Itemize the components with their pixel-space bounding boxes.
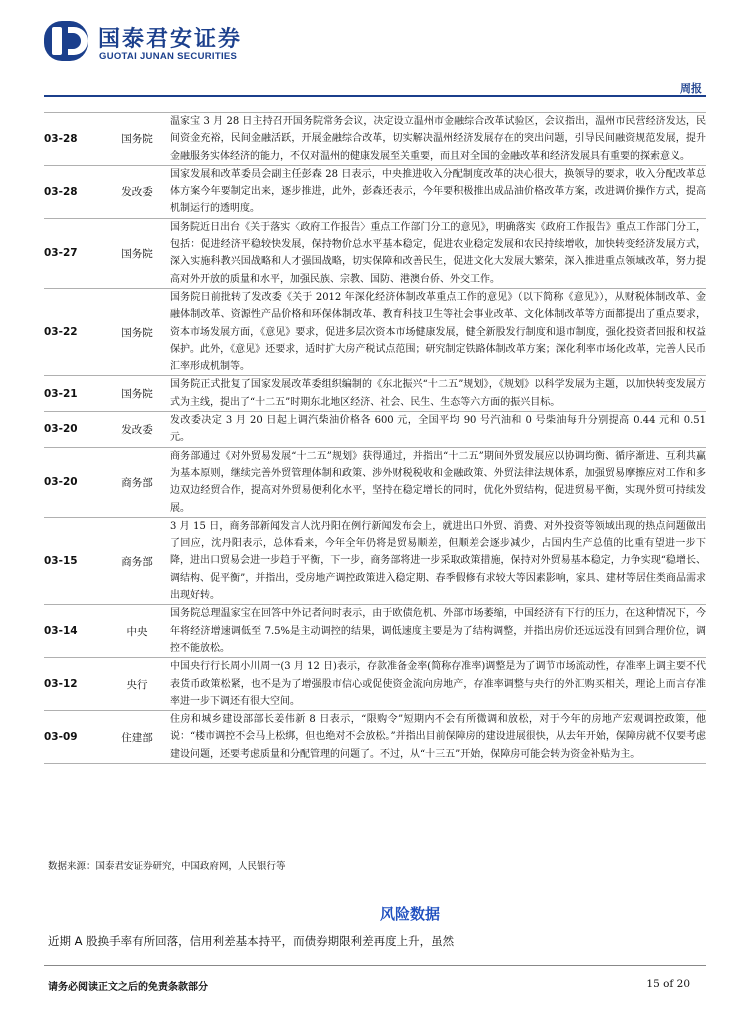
row-date: 03-28 <box>44 113 104 166</box>
row-description: 国务院近日出台《关于落实〈政府工作报告〉重点工作部门分工的意见》，明确落实《政府工作报告》重点工作部门分工，包括：促进经济平稳较快发展，保持物价总水平基本稳定，促进农业稳定发展和农民持续增收，加快转变经济发展方式，深入实施科教兴国战略和人才强国战略，切实保障和改善民生，促进文化大发展大繁荣，深入推进重点领域改革，努力提高对外开放的质量和水平，加强民族、宗教、国防、港澳台侨、外交工作。 <box>170 218 706 288</box>
guotai-junan-logo-icon <box>44 21 88 61</box>
table-row <box>44 517 706 604</box>
row-description: 3 月 15 日，商务部新闻发言人沈丹阳在例行新闻发布会上，就进出口外贸、消费、对外投资等领域出现的热点问题做出了回应，沈丹阳表示，总体看来，今年全年仍将是贸易顺差，但顺差会逐步减少，占国内生产总值的比重有望进一步下降，进出口贸易会进一步趋于平衡，下一步，商务部将进一步采取政策措施，保持对外贸易基本稳定，力争实现“稳增长、调结构、促平衡”，并指出，受房地产调控政策进入稳定期、春季假修有求较大等因素影响，家具、建材等居住类商品需求出现好转。 <box>170 517 706 604</box>
table-row <box>44 218 706 288</box>
row-description: 国务院总理温家宝在回答中外记者问时表示，由于欧债危机、外部市场萎缩，中国经济有下行的压力，在这种情况下，今年将经济增速调低至 7.5%是主动调控的结果，调低速度主要是为了结构调整，并指出房价还远远没有回到合理价位，调控不能放松。 <box>170 605 706 658</box>
row-organization: 发改委 <box>104 165 170 218</box>
row-date: 03-20 <box>44 412 104 448</box>
row-organization: 国务院 <box>104 288 170 375</box>
row-date: 03-21 <box>44 376 104 412</box>
row-description: 住房和城乡建设部部长姜伟新 8 日表示，“限购令”短期内不会有所微调和放松，对于今年的房地产宏观调控政策，他说：“楼市调控不会马上松绑，但也绝对不会放松。”并指出目前保障房的建设进展很快，从去年开始，保障房就不仅要考虑建设问题，还要考虑质量和分配管理的问题了。不过，从“十三五”开始，保障房可能会转为资金补贴为主。 <box>170 711 706 764</box>
body-paragraph: 近期 A 股换手率有所回落，信用利差基本持平，而债券期限利差再度上升，虽然 <box>48 934 455 948</box>
row-date: 03-22 <box>44 288 104 375</box>
footer-divider <box>44 965 706 966</box>
table-row <box>44 165 706 218</box>
row-date: 03-20 <box>44 447 104 517</box>
table-row <box>44 376 706 412</box>
row-description: 温家宝 3 月 28 日主持召开国务院常务会议，决定设立温州市金融综合改革试验区，会议指出，温州市民营经济发达，民间资金充裕，民间金融活跃，开展金融综合改革，切实解决温州经济发展存在的突出问题，引导民间融资规范发展，提升金融服务实体经济的能力，不仅对温州的健康发展至关重要，而且对全国的金融改革和经济发展具有重要的探索意义。 <box>170 113 706 166</box>
row-date: 03-14 <box>44 605 104 658</box>
row-description: 商务部通过《对外贸易发展“十二五”规划》获得通过，并指出“十二五”期间外贸发展应以协调均衡、循序渐进、互利共赢为基本原则，继续完善外贸管理体制和政策、涉外财税税收和金融政策、外贸法律法规体系，加强贸易摩擦应对工作和多边双边经贸合作，提高对外贸易便利化水平，坚持在稳定增长的同时，优化外贸结构，促进贸易平衡，实现外贸可持续发展。 <box>170 447 706 517</box>
row-organization: 中央 <box>104 605 170 658</box>
row-date: 03-12 <box>44 658 104 711</box>
row-organization: 国务院 <box>104 113 170 166</box>
table-row <box>44 113 706 166</box>
report-type-label: 周报 <box>680 82 702 95</box>
row-date: 03-15 <box>44 517 104 604</box>
disclaimer-note: 请务必阅读正文之后的免责条款部分 <box>48 982 208 993</box>
row-organization: 国务院 <box>104 218 170 288</box>
row-description: 发改委决定 3 月 20 日起上调汽柴油价格各 600 元，全国平均 90 号汽油和 0 号柴油每升分别提高 0.44 元和 0.51 元。 <box>170 412 706 448</box>
brand-name-en: GUOTAI JUNAN SECURITIES <box>99 51 238 62</box>
section-title: 风险数据 <box>380 905 441 923</box>
row-description: 国家发展和改革委员会副主任彭森 28 日表示，中央推进收入分配制度改革的决心很大，换领导的要求，收入分配改革总体方案今年要制定出来，逐步推进，此外，彭森还表示，今年要积极推出成品油价格改革方案，改进调价操作方式，提高机制运行的透明度。 <box>170 165 706 218</box>
row-organization: 央行 <box>104 658 170 711</box>
table-row <box>44 711 706 764</box>
table-row <box>44 412 706 448</box>
header-divider <box>44 95 706 97</box>
table-row <box>44 447 706 517</box>
row-organization: 商务部 <box>104 447 170 517</box>
row-date: 03-09 <box>44 711 104 764</box>
row-description: 国务院正式批复了国家发展改革委组织编制的《东北振兴“十二五”规划》，《规划》以科学发展为主题，以加快转变发展方式为主线，提出了“十二五”时期东北地区经济、社会、民生、生态等六方面的振兴目标。 <box>170 376 706 412</box>
row-date: 03-28 <box>44 165 104 218</box>
table-row <box>44 658 706 711</box>
row-date: 03-27 <box>44 218 104 288</box>
table-row <box>44 605 706 658</box>
row-organization: 商务部 <box>104 517 170 604</box>
table-row <box>44 288 706 375</box>
data-source-note: 数据来源：国泰君安证券研究，中国政府网，人民银行等 <box>48 861 286 872</box>
page-number: 15 of 20 <box>646 978 690 990</box>
policy-table <box>44 112 706 764</box>
page-header <box>0 0 750 95</box>
row-description: 国务院日前批转了发改委《关于 2012 年深化经济体制改革重点工作的意见》（以下简称《意见》），从财税体制改革、金融体制改革、资源性产品价格和环保体制改革、教育科技卫生等社会事业改革、文化体制改革等方面都提出了重点要求，资本市场发展方面，《意见》要求，促进多层次资本市场健康发展，健全新股发行制度和退市制度，强化投资者回报和权益保护。此外，《意见》还要求，适时扩大房产税试点范围；研究制定铁路体制改革方案；深化利率市场化改革，完善人民币汇率形成机制等。 <box>170 288 706 375</box>
brand-name-cn: 国泰君安证券 <box>98 27 243 52</box>
row-organization: 住建部 <box>104 711 170 764</box>
row-organization: 发改委 <box>104 412 170 448</box>
row-organization: 国务院 <box>104 376 170 412</box>
row-description: 中国央行行长周小川周一(3 月 12 日)表示，存款准备金率(简称存准率)调整是为了调节市场流动性，存准率上调主要不代表货币政策松紧，也不是为了增强股市信心或促使资金流向房地产，存准率调整与央行的外汇购买相关，理论上而言存准率进一步下调还有很大空间。 <box>170 658 706 711</box>
